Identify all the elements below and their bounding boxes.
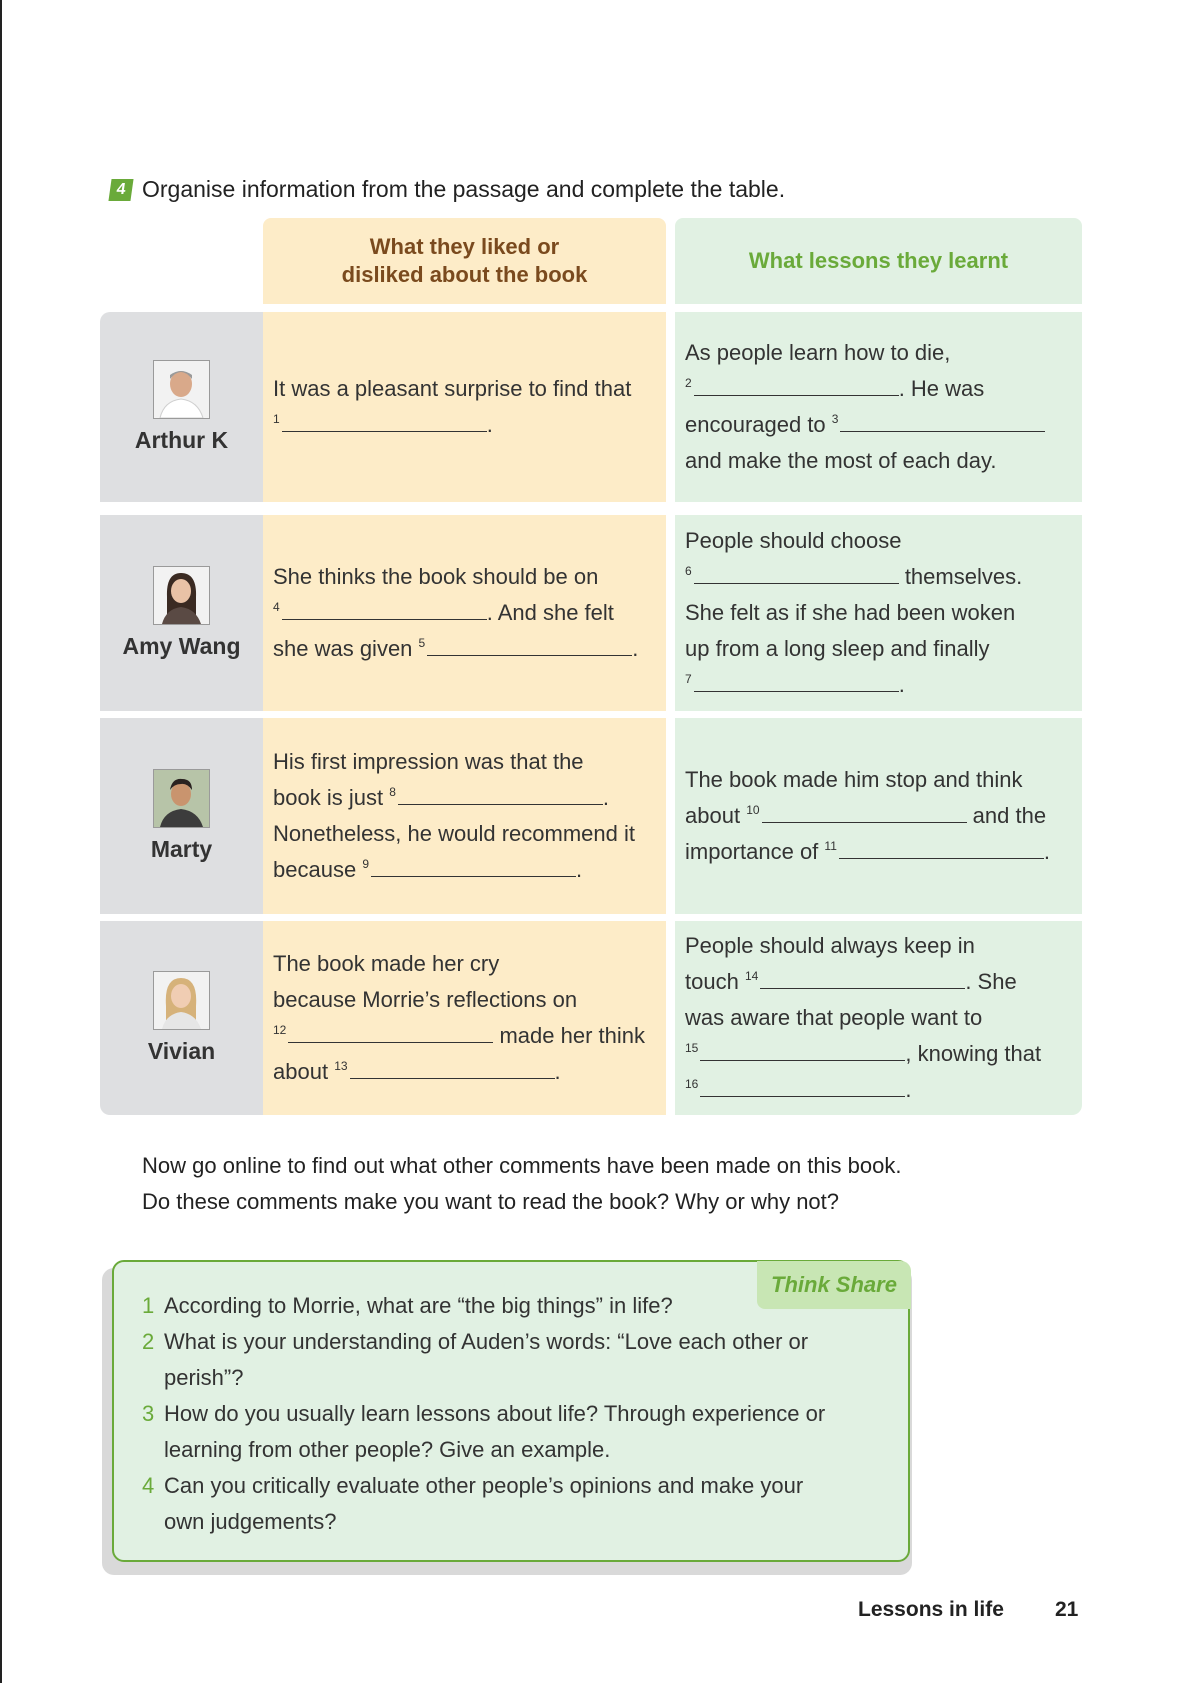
task-instruction-text: Organise information from the passage and complete the table. <box>142 176 786 202</box>
name-cell <box>100 312 263 502</box>
lessons-text: encouraged to <box>685 412 826 437</box>
question-number: 2 <box>142 1329 155 1354</box>
think-share-questions <box>142 1288 882 1540</box>
lessons-text: She felt as if she had been woken <box>685 600 1016 625</box>
liked-cell: She thinks the book should be on $^4$ . And she felt she was given $^5$ . <box>263 515 666 711</box>
header-lessons-text: What lessons they learnt <box>748 248 1009 273</box>
table-row-arthur <box>100 312 1082 502</box>
answer-blank-4[interactable] <box>282 597 487 620</box>
avatar-amy <box>153 566 210 625</box>
answer-blank-7[interactable] <box>694 669 899 692</box>
lessons-cell: The book made him stop and think about $^{10}$ and the importance of $^{11}$ . <box>675 718 1082 914</box>
person-name: Arthur K <box>134 427 229 453</box>
header-lessons <box>675 218 1082 304</box>
lessons-text: . He was <box>898 376 985 401</box>
page-edge-rule <box>0 0 2 1683</box>
blank-number: 12 <box>273 1023 287 1037</box>
lessons-text: up from a long sleep and finally <box>685 636 990 661</box>
task-instruction <box>110 176 785 203</box>
question-number: 3 <box>142 1401 155 1426</box>
answer-blank-15[interactable] <box>700 1038 905 1061</box>
blank-number: 15 <box>685 1041 699 1055</box>
liked-cell: It was a pleasant surprise to find that $^1$ . <box>263 312 666 502</box>
blank-number: 1 <box>273 412 280 426</box>
followup-instructions <box>142 1148 901 1220</box>
blank-number: 8 <box>389 785 396 799</box>
lessons-cell <box>675 312 1082 502</box>
lessons-text: The book made him stop and think <box>685 767 1023 792</box>
liked-text: She thinks the book should be on <box>273 564 599 589</box>
question-number: 4 <box>142 1473 155 1498</box>
liked-text: about <box>273 1059 329 1084</box>
liked-text: It was a pleasant surprise to find that <box>273 376 632 401</box>
blank-number: 4 <box>273 600 280 614</box>
liked-text: His first impression was that the <box>273 749 584 774</box>
answer-blank-14[interactable] <box>760 966 965 989</box>
lessons-text: was aware that people want to <box>685 1005 983 1030</box>
question-text: According to Morrie, what are “the big things” in life? <box>164 1293 673 1318</box>
question-text: perish”? <box>164 1365 244 1390</box>
liked-cell: The book made her cry because Morrie’s reflections on $^{12}$ made her think about $^{13}$ . <box>263 921 666 1115</box>
question-item <box>142 1396 882 1468</box>
blank-number: 3 <box>831 412 839 426</box>
person-name: Marty <box>150 836 213 862</box>
answer-blank-16[interactable] <box>700 1074 905 1097</box>
lessons-text: about <box>685 803 741 828</box>
footer-unit-title: Lessons in life <box>858 1598 1004 1621</box>
table-row-amy <box>100 515 1082 711</box>
header-liked-line1: What they liked or <box>369 234 560 259</box>
lessons-text: and the <box>972 803 1047 828</box>
liked-text: she was given <box>273 636 413 661</box>
answer-blank-1[interactable] <box>282 409 487 432</box>
blank-number: 16 <box>685 1077 699 1091</box>
blank-number: 14 <box>744 969 759 983</box>
answer-blank-10[interactable] <box>762 800 967 823</box>
blank-number: 13 <box>334 1059 348 1073</box>
blank-number: 7 <box>685 672 692 686</box>
question-item <box>142 1288 882 1324</box>
name-cell <box>100 718 263 914</box>
blank-number: 9 <box>362 857 369 871</box>
liked-text: . And she felt <box>486 600 614 625</box>
person-name: Amy Wang <box>122 633 241 659</box>
answer-blank-3[interactable] <box>840 409 1045 432</box>
person-name: Vivian <box>147 1038 216 1064</box>
header-liked-line2: disliked about the book <box>341 262 588 287</box>
lessons-text: importance of <box>685 839 819 864</box>
followup-line: Do these comments make you want to read the book? Why or why not? <box>142 1189 840 1214</box>
lessons-text: People should always keep in <box>685 933 975 958</box>
think-share-label: Think Share <box>771 1272 897 1297</box>
name-cell <box>100 515 263 711</box>
answer-blank-8[interactable] <box>398 782 603 805</box>
liked-text: because <box>273 857 357 882</box>
blank-number: 11 <box>824 839 837 853</box>
blank-number: 2 <box>685 376 692 390</box>
lessons-text: People should choose <box>685 528 902 553</box>
answer-blank-11[interactable] <box>839 836 1044 859</box>
answer-blank-9[interactable] <box>371 854 576 877</box>
lessons-text: and make the most of each day. <box>685 448 997 473</box>
table-row-marty <box>100 718 1082 914</box>
header-liked <box>263 218 666 304</box>
lessons-text: , knowing that <box>905 1041 1042 1066</box>
question-item <box>142 1468 882 1540</box>
question-text: How do you usually learn lessons about life? Through experience or <box>164 1401 826 1426</box>
answer-blank-2[interactable] <box>694 373 899 396</box>
lessons-text: . She <box>965 969 1017 994</box>
answer-blank-12[interactable] <box>288 1020 493 1043</box>
question-item <box>142 1324 882 1396</box>
question-text: own judgements? <box>164 1509 337 1534</box>
blank-number: 6 <box>685 564 692 578</box>
lessons-text: As people learn how to die, <box>685 340 951 365</box>
blank-number: 10 <box>746 803 760 817</box>
question-number: 1 <box>142 1293 155 1318</box>
table-row-vivian <box>100 921 1082 1115</box>
liked-text: The book made her cry <box>273 951 500 976</box>
lessons-text: touch <box>685 969 739 994</box>
question-text: What is your understanding of Auden’s words: “Love each other or <box>164 1329 809 1354</box>
avatar-vivian <box>153 971 210 1030</box>
liked-cell: His first impression was that the book is just $^8$ . Nonetheless, he would recommend it because $^9$ . <box>263 718 666 914</box>
lessons-cell: People should choose $^6$ themselves. She felt as if she had been woken up from a long sleep and finally $^7$ . <box>675 515 1082 711</box>
blank-number: 5 <box>418 636 426 650</box>
task-number-badge: 4 <box>108 179 133 201</box>
followup-line: Now go online to find out what other comments have been made on this book. <box>142 1153 902 1178</box>
lessons-text: themselves. <box>904 564 1023 589</box>
avatar-arthur <box>153 360 210 419</box>
answer-blank-13[interactable] <box>350 1056 555 1079</box>
answer-blank-5[interactable] <box>427 633 632 656</box>
name-cell <box>100 921 263 1115</box>
question-text: learning from other people? Give an example. <box>164 1437 611 1462</box>
question-text: Can you critically evaluate other people’s opinions and make your <box>164 1473 804 1498</box>
liked-text: because Morrie’s reflections on <box>273 987 578 1012</box>
answer-blank-6[interactable] <box>694 561 899 584</box>
lessons-cell: People should always keep in touch $^{14}$ . She was aware that people want to $^{15}$ , knowing that $^{16}$ . <box>675 921 1082 1115</box>
page-number: 21 <box>1055 1598 1079 1621</box>
liked-text: made her think <box>499 1023 646 1048</box>
liked-text: book is just <box>273 785 384 810</box>
avatar-marty <box>153 769 210 828</box>
liked-text: Nonetheless, he would recommend it <box>273 821 635 846</box>
